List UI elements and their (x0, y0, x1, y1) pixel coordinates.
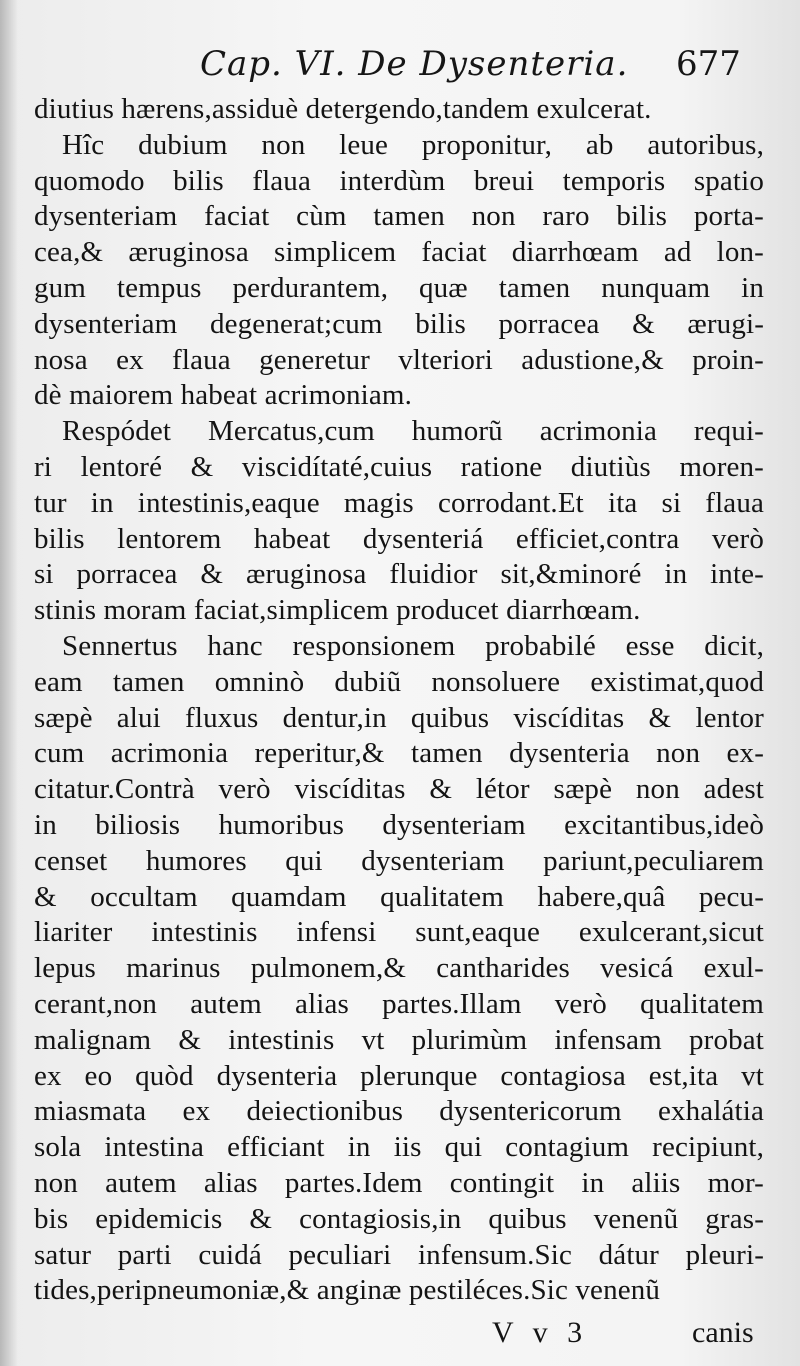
text-line: in biliosis humoribus dysenteriam excitantibus,ideò (34, 808, 764, 841)
text-line: & occultam quamdam qualitatem habere,quâ pecu- (34, 880, 764, 913)
page-header (0, 44, 800, 94)
text-line: censet humores qui dysenteriam pariunt,peculiarem (34, 844, 764, 877)
text-line: ex eo quòd dysenteria plerunque contagiosa est,ita vt (34, 1059, 764, 1092)
text-line: sola intestina efficiant in iis qui contagium recipiunt, (34, 1131, 764, 1164)
page-footer (0, 1316, 800, 1362)
text-line: cum acrimonia reperitur,& tamen dysenteria non ex- (34, 737, 764, 770)
text-line: dysenteriam degenerat;cum bilis porracea & ærugi- (34, 307, 764, 340)
text-line: gum tempus perdurantem, quæ tamen nunquam in (34, 271, 764, 304)
text-line: ri lentoré & viscidítaté,cuius ratione diutiùs moren- (34, 450, 764, 483)
text-line: si porracea & æruginosa fluidior sit,&minoré in inte- (34, 558, 764, 591)
page-gutter-shadow (0, 0, 18, 1366)
text-line: satur parti cuidá peculiari infensum.Sic dátur pleuri- (34, 1238, 764, 1271)
catchword: canis (692, 1316, 754, 1349)
text-line: Hîc dubium non leue proponitur, ab autoribus, (62, 128, 764, 161)
text-line: Sennertus hanc responsionem probabilé esse dicit, (62, 629, 764, 662)
text-line: eam tamen omninò dubiũ nonsoluere existimat,quod (34, 665, 764, 698)
text-line: liariter intestinis infensi sunt,eaque exulcerant,sicut (34, 916, 764, 949)
text-line: lepus marinus pulmonem,& cantharides vesicá exul- (34, 952, 764, 985)
text-line: cea,& æruginosa simplicem faciat diarrhœam ad lon- (34, 236, 764, 269)
text-line: quomodo bilis flaua interdùm breui temporis spatio (34, 164, 764, 197)
text-line: malignam & intestinis vt plurimùm infensam probat (34, 1023, 764, 1056)
text-line: bilis lentorem habeat dysenteriá efficiet,contra verò (34, 522, 764, 555)
text-line: dysenteriam faciat cùm tamen non raro bilis porta- (34, 200, 764, 233)
text-line: nosa ex flaua generetur vlteriori adustione,& proin- (34, 343, 764, 376)
paragraph (34, 414, 764, 629)
text-line: citatur.Contrà verò viscíditas & létor sæpè non adest (34, 773, 764, 806)
page-number: 677 (676, 44, 741, 84)
body-text (34, 92, 764, 1309)
paragraph (34, 92, 764, 128)
text-line: tides,peripneumoniæ,& anginæ pestiléces.Sic venenũ (34, 1274, 661, 1307)
text-line: Respódet Mercatus,cum humorũ acrimonia requi- (62, 415, 764, 448)
text-line: diutius hærens,assiduè detergendo,tandem exulcerat. (34, 93, 652, 125)
text-line: cerant,non autem alias partes.Illam verò qualitatem (34, 987, 764, 1020)
text-line: stinis moram faciat,simplicem producet diarrhœam. (34, 594, 641, 627)
text-line: non autem alias partes.Idem contingit in aliis mor- (34, 1166, 764, 1199)
paragraph (34, 629, 764, 1309)
running-head: Cap. VI. De Dysenteria. (200, 44, 629, 84)
text-line: bis epidemicis & contagiosis,in quibus venenũ gras- (34, 1202, 764, 1235)
text-line: dè maiorem habeat acrimoniam. (34, 379, 412, 412)
text-line: miasmata ex deiectionibus dysentericorum exhalátia (34, 1095, 764, 1128)
signature-mark: V v 3 (492, 1316, 589, 1349)
text-line: sæpè alui fluxus dentur,in quibus viscíditas & lentor (34, 701, 764, 734)
text-line: tur in intestinis,eaque magis corrodant.Et ita si flaua (34, 486, 764, 519)
paragraph (34, 128, 764, 414)
